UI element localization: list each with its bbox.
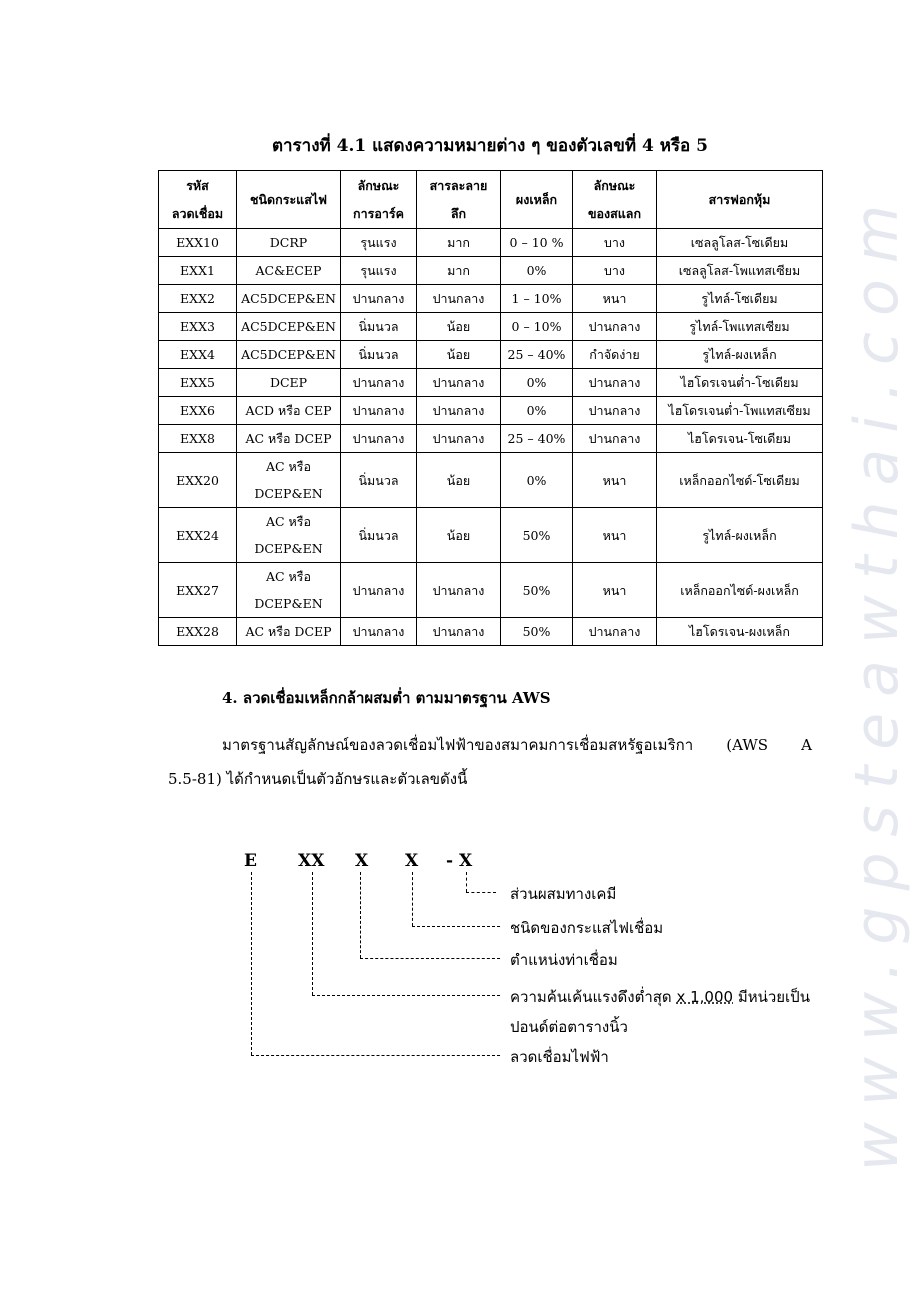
table-cell: ไฮโดรเจน-โซเดียม [657,425,823,453]
table-cell: รุนแรง [341,257,417,285]
symbol-x-current: X [405,851,419,871]
table-cell: AC&ECEP [237,257,341,285]
table-cell: ปานกลาง [573,313,657,341]
table-cell: AC5DCEP&EN [237,341,341,369]
table-cell: AC5DCEP&EN [237,313,341,341]
symbol-xx: XX [298,851,325,871]
section-heading: 4. ลวดเชื่อมเหล็กกล้าผสมต่ำ ตามมาตรฐาน AWS [222,689,551,707]
leader-chemistry-v [466,872,467,892]
table-row [159,369,823,397]
label-tensile-unit-line: ปอนด์ต่อตารางนิ้ว [510,1018,628,1036]
electrode-code-cell: EXX20 [159,453,237,508]
watermark-text: www.gpsteawthai.com [842,188,912,1172]
leader-electrode-v [251,872,252,1055]
table-cell: ปานกลาง [341,285,417,313]
table-cell: นิ่มนวล [341,453,417,508]
table-cell: เหล็กออกไซด์-โซเดียม [657,453,823,508]
electrode-code-cell: EXX1 [159,257,237,285]
paragraph-line-2: 5.5-81) ได้กำหนดเป็นตัวอักษรและตัวเลขดังนี้ [168,770,468,788]
table-cell: ปานกลาง [417,397,501,425]
cell-line: DCEP&EN [254,541,323,556]
table-cell: รูไทล์-โพแทสเซียม [657,313,823,341]
table-cell: DCEP [237,369,341,397]
table-cell: น้อย [417,313,501,341]
table-cell: ปานกลาง [417,369,501,397]
label-tensile-unit: มีหน่วยเป็น [737,988,810,1006]
table-row [159,397,823,425]
electrode-code-cell: EXX27 [159,563,237,618]
header-line: ลักษณะ [593,177,636,193]
table-cell: ปานกลาง [341,397,417,425]
table-header-cell [341,171,417,229]
table-cell: AC หรือ DCEP [237,425,341,453]
symbol-e: E [244,851,257,871]
header-line: สารละลาย [429,177,488,193]
header-line: ลวดเชื่อม [171,205,224,221]
table-cell: AC หรือ DCEP [237,618,341,646]
table-cell: 1 – 10% [501,285,573,313]
electrode-code-cell: EXX2 [159,285,237,313]
paragraph-line-1-text: มาตรฐานสัญลักษณ์ของลวดเชื่อมไฟฟ้าของสมาคมการเชื่อมสหรัฐอเมริกา [222,736,694,754]
table-cell: หนา [573,563,657,618]
table-caption: ตารางที่ 4.1 แสดงความหมายต่าง ๆ ของตัวเลขที่ 4 หรือ 5 [271,136,709,156]
table-cell: นิ่มนวล [341,341,417,369]
leader-tensile-v [312,872,313,995]
table-header-cell [417,171,501,229]
header-line: สารฟอกหุ้ม [708,191,771,207]
table-cell: ปานกลาง [573,618,657,646]
table-cell: 0% [501,453,573,508]
cell-line: AC หรือ [265,459,312,474]
leader-position-v [360,872,361,958]
table-body [159,229,823,646]
electrode-code-cell: EXX10 [159,229,237,257]
leader-position-h [360,958,500,959]
table-header-cell [159,171,237,229]
table-row [159,453,823,508]
leader-electrode-h [251,1055,500,1056]
table-cell: รูไทล์-โซเดียม [657,285,823,313]
table-header-cell [237,171,341,229]
leader-chemistry-h [466,892,496,893]
table-cell: 50% [501,563,573,618]
header-line: ลักษณะ [357,177,400,193]
table-header-cell [573,171,657,229]
table-cell: มาก [417,257,501,285]
electrode-code-cell: EXX28 [159,618,237,646]
table-cell: รูไทล์-ผงเหล็ก [657,508,823,563]
table-cell: บาง [573,257,657,285]
symbol-x-position: X [355,851,369,871]
table-cell: รูไทล์-ผงเหล็ก [657,341,823,369]
table-cell: ไฮโดรเจนต่ำ-โซเดียม [657,369,823,397]
table-row [159,285,823,313]
table-cell: ไฮโดรเจน-ผงเหล็ก [657,618,823,646]
cell-line: AC หรือ [265,514,312,529]
table-cell: ปานกลาง [341,563,417,618]
table-cell: นิ่มนวล [341,313,417,341]
paragraph-a: A [801,736,812,754]
table-cell: 0% [501,257,573,285]
table-cell: เซลลูโลส-โซเดียม [657,229,823,257]
table-cell: รุนแรง [341,229,417,257]
electrode-code-cell: EXX3 [159,313,237,341]
table-cell [237,508,341,563]
table-cell: ปานกลาง [417,425,501,453]
table-cell: มาก [417,229,501,257]
table-cell: ปานกลาง [573,369,657,397]
electrode-code-cell: EXX5 [159,369,237,397]
table-header-row [159,171,823,229]
symbol-x-chemistry: - X [446,851,473,871]
electrode-code-cell: EXX4 [159,341,237,369]
table-cell: 0 – 10% [501,313,573,341]
table-cell [237,453,341,508]
label-tensile-multiplier: x 1,000 [676,988,734,1006]
label-electrode: ลวดเชื่อมไฟฟ้า [510,1048,609,1066]
table-cell: เซลลูโลส-โพแทสเซียม [657,257,823,285]
electrode-code-cell: EXX8 [159,425,237,453]
table-cell: 50% [501,508,573,563]
header-line: ลึก [450,205,467,221]
table-cell: ปานกลาง [573,425,657,453]
section-paragraph [168,728,812,796]
table-cell: เหล็กออกไซด์-ผงเหล็ก [657,563,823,618]
table-row [159,508,823,563]
cell-line: AC หรือ [265,569,312,584]
paragraph-aws: (AWS [726,736,769,754]
table-row [159,341,823,369]
table-row [159,563,823,618]
table-cell: ไฮโดรเจนต่ำ-โพแทสเซียม [657,397,823,425]
cell-line: DCEP&EN [254,596,323,611]
table-cell: 0 – 10 % [501,229,573,257]
label-chemistry: ส่วนผสมทางเคมี [510,885,617,903]
label-tensile-text: ความค้นเค้นแรงดึงต่ำสุด [510,988,672,1006]
label-current: ชนิดของกระแสไฟเชื่อม [510,919,664,937]
leader-current-v [412,872,413,926]
electrode-code-cell: EXX24 [159,508,237,563]
table-row [159,425,823,453]
table-cell: 25 – 40% [501,425,573,453]
table-cell: 0% [501,369,573,397]
table-cell: หนา [573,453,657,508]
cell-line: DCEP&EN [254,486,323,501]
electrode-code-cell: EXX6 [159,397,237,425]
table-cell: นิ่มนวล [341,508,417,563]
table-cell: DCRP [237,229,341,257]
header-line: การอาร์ค [353,205,404,221]
table-cell: กำจัดง่าย [573,341,657,369]
table-cell: ปานกลาง [341,369,417,397]
table-cell: AC5DCEP&EN [237,285,341,313]
table-cell: 0% [501,397,573,425]
header-line: รหัส [186,177,209,193]
header-line: ของสแลก [587,205,642,221]
watermark [842,188,912,1172]
label-position: ตำแหน่งท่าเชื่อม [510,951,618,969]
electrode-spec-table [158,170,823,646]
table-cell: น้อย [417,508,501,563]
table-cell: ปานกลาง [573,397,657,425]
table-cell: 50% [501,618,573,646]
table-cell: ปานกลาง [417,618,501,646]
header-line: ผงเหล็ก [515,191,558,207]
table-cell: บาง [573,229,657,257]
table-cell: ปานกลาง [341,425,417,453]
table-cell: น้อย [417,453,501,508]
table-cell [237,563,341,618]
table-cell: 25 – 40% [501,341,573,369]
leader-current-h [412,926,500,927]
table-cell: ปานกลาง [417,563,501,618]
table-row [159,229,823,257]
table-row [159,257,823,285]
table-cell: ปานกลาง [417,285,501,313]
table-header-cell [657,171,823,229]
table-header-cell [501,171,573,229]
table-row [159,313,823,341]
table-cell: น้อย [417,341,501,369]
leader-tensile-h [312,995,500,996]
table-cell: หนา [573,508,657,563]
paragraph-line-1 [168,728,812,762]
table-row [159,618,823,646]
table-cell: ACD หรือ CEP [237,397,341,425]
header-line: ชนิดกระแสไฟ [250,191,327,207]
table-cell: ปานกลาง [341,618,417,646]
label-tensile [510,985,810,1009]
table-cell: หนา [573,285,657,313]
